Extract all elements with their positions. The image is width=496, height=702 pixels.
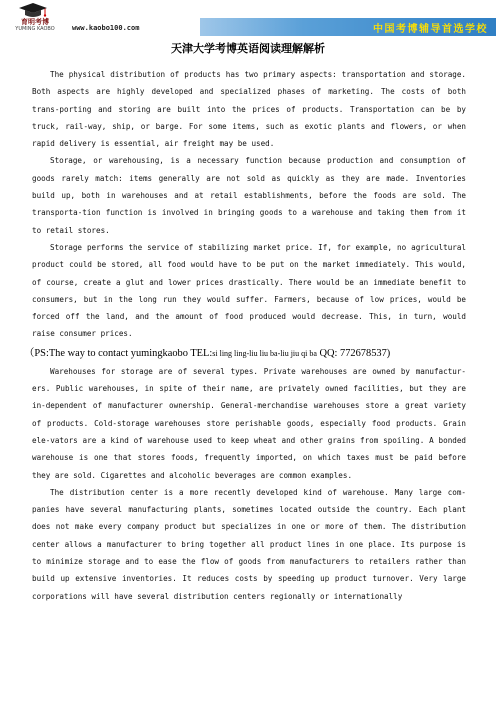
article-body	[24, 66, 466, 605]
school-logo	[4, 2, 66, 42]
contact-lead: （PS:The way to contact yumingkaobo TEL:	[24, 347, 213, 359]
contact-qq: QQ: 772678537)	[316, 347, 391, 359]
contact-note	[24, 345, 466, 362]
banner-slogan: 中国考博辅导首选学校	[373, 24, 488, 35]
paragraph-4: Warehouses for storage are of several types. Private warehouses are owned by manufactur-ers. Public warehouses, in spite of their name, are privately owned facilities, but they are in-dependent of manufacturer ownership. General-merchandise warehouses store a great variety of products. Cold-storage warehouses store perishable goods, especially food products. Grain ele-vators are a kind of warehouse used to keep wheat and other grains from spoiling. A bonded warehouse is one that stores foods, frequently imported, on which taxes must be paid before they are sold. Cigarettes and alcoholic beverages are common examples.	[32, 366, 466, 480]
paragraph-1: The physical distribution of products has two primary aspects: transportation and storage. Both aspects are highly developed and specialized phases of marketing. The costs of both trans-porting and storing are built into the prices of products. Transportation can be by truck, rail-way, ship, or barge. For some items, such as exotic plants and flowers, or when rapid delivery is essential, air freight may be used.	[32, 70, 466, 149]
website-url[interactable]: www.kaobo100.com	[72, 24, 140, 32]
paragraph-2: Storage, or warehousing, is a necessary function because production and consumption of goods rarely match: items generally are not sold as quickly as they are made. Inventories build up, both in warehouses and at retail establishments, before the foods are sold. The transporta-tion function is involved in bringing goods to a warehouse and taking them from it to retail stores.	[32, 156, 466, 235]
logo-subtitle: YUMING KAOBO	[15, 26, 55, 32]
page-title: 天津大学考博英语阅读理解解析	[171, 42, 325, 55]
logo-name	[4, 18, 66, 42]
paragraph-3: Storage performs the service of stabilizing market price. If, for example, no agricultural product could be stored, all food would have to be put on the market immediately. This would, of course, create a glut and lower prices drastically. There would be an immediate benefit to consumers, but in the long run they would suffer. Farmers, because of low prices, would be forced off the land, and the amount of food produced would decrease. This, in turn, would raise consumer prices.	[32, 242, 466, 339]
contact-phone: si ling ling-liu liu ba-liu jiu qi ba	[212, 348, 317, 358]
slogan-banner	[200, 18, 496, 36]
graduation-cap-icon	[18, 2, 48, 18]
paragraph-5: The distribution center is a more recently developed kind of warehouse. Many large com-panies have several manufacturing plants, sometimes located outside the country. Each plant does not make every company product but specializes in one or more of them. The distribution center allows a manufacturer to bring together all product lines in one place. Its purpose is to minimize storage and to ease the flow of goods from manufacturers to retailers rather than build up extensive inventories. It reduces costs by speeding up product turnover. Very large corporations will have several distribution centers regionally or internationally	[32, 487, 466, 601]
logo-title: 育明考博	[21, 18, 49, 26]
